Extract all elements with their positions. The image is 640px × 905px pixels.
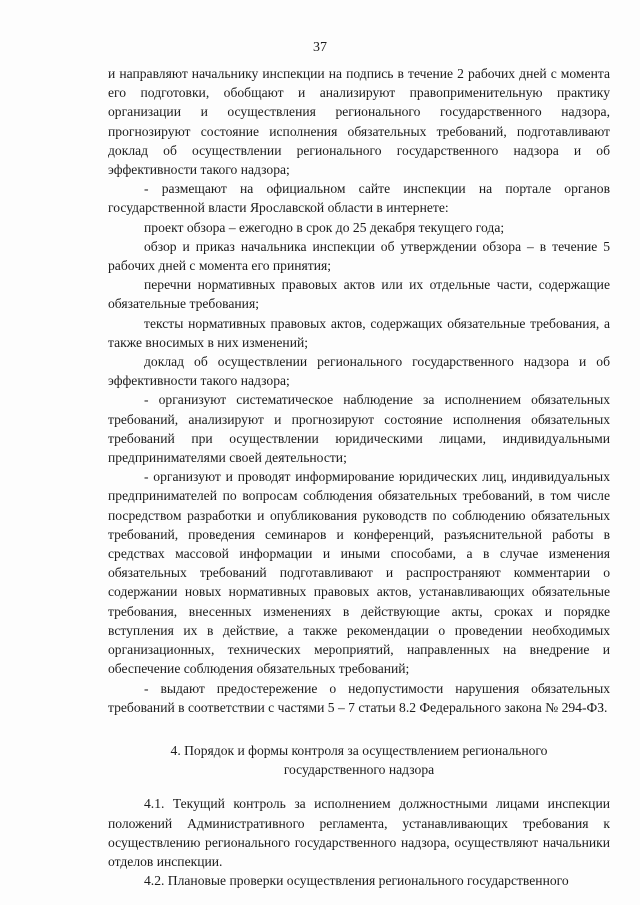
paragraph: и направляют начальнику инспекции на подпись в течение 2 рабочих дней с момента его подготовки, обобщают и анализируют правоприменительную практику организации и осуществления регионального государственного надзора, прогнозируют состояние исполнения обязательных требований, подготавливают доклад об осуществлении регионального государственного надзора и об эффективности такого надзора; (108, 66, 610, 178)
paragraph: - организуют и проводят информирование юридических лиц, индивидуальных предпринимателей по вопросам соблюдения обязательных требований, в том числе посредством разработки и опубликования руководств по соблюдению обязательных требований, проведения семинаров и конференций, разъяснительной работы в средствах массовой информации и иными способами, а в случае изменения обязательных требований подготавливают и распространяют комментарии о содержании новых нормативных правовых актов, устанавливающих обязательные требования, внесенных изменениях в действующие акты, сроках и порядке вступления их в действие, а также рекомендации о проведении необходимых организационных, технических мероприятий, направленных на внедрение и обеспечение соблюдения обязательных требований; (108, 469, 610, 677)
page-number: 37 (313, 40, 327, 55)
paragraph: обзор и приказ начальника инспекции об утверждении обзора – в течение 5 рабочих дней с момента его принятия; (108, 238, 610, 274)
paragraph: перечни нормативных правовых актов или их отдельные части, содержащие обязательные требования; (108, 277, 610, 312)
paragraph: 4.2. Плановые проверки осуществления регионального государственного (144, 873, 569, 889)
paragraph: 4.1. Текущий контроль за исполнением должностными лицами инспекции положений Административного регламента, устанавливающих требования к осуществлению регионального государственного надзора, осуществляют начальники отделов инспекции. (108, 796, 610, 869)
paragraph: - выдают предостережение о недопустимости нарушения обязательных требований в соответствии с частями 5 – 7 статьи 8.2 Федерального закона № 294-ФЗ. (108, 680, 610, 715)
paragraph: - размещают на официальном сайте инспекции на портале органов государственной власти Ярославской области в интернете: (108, 181, 610, 216)
section-heading-line: государственного надзора (283, 762, 435, 778)
section-heading-line: 4. Порядок и формы контроля за осуществлением регионального (170, 742, 548, 758)
paragraph: доклад об осуществлении регионального государственного надзора и об эффективности такого надзора; (108, 354, 610, 389)
paragraph: тексты нормативных правовых актов, содержащих обязательные требования, а также вносимых в них изменений; (108, 315, 610, 350)
paragraph: - организуют систематическое наблюдение за исполнением обязательных требований, анализируют и прогнозируют состояние исполнения обязательных требований при осуществлении юридическими лицами, индивидуальными предпринимателями своей деятельности; (108, 392, 610, 466)
document-body (108, 64, 610, 890)
paragraph: проект обзора – ежегодно в срок до 25 декабря текущего года; (144, 219, 505, 235)
section-heading (108, 741, 610, 779)
